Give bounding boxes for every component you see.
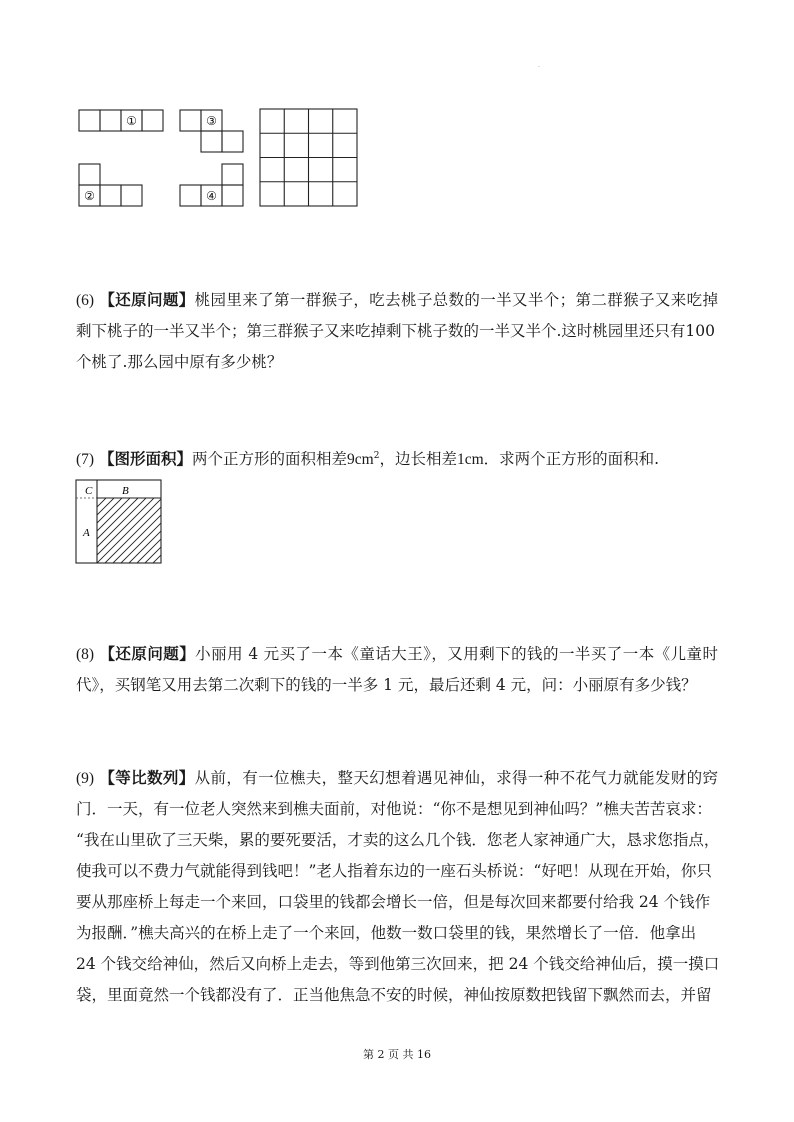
- problem-number: (6): [76, 292, 95, 309]
- piece1-cell: [79, 110, 100, 131]
- page-footer: 第 2 页 共 16: [363, 1048, 431, 1061]
- problem-text-line: 从前，有一位樵夫，整天幻想着遇见神仙，求得一种不花气力就能发财的窍: [194, 769, 718, 787]
- area-value: 9cm: [347, 451, 374, 469]
- marker-2: ②: [84, 189, 95, 203]
- problem-text-line: 要从那座桥上每走一个来回，口袋里的钱都会增长一倍，但是每次回来都要付给我 24 个钱作: [76, 893, 711, 911]
- piece4-cell: [222, 185, 243, 206]
- problem-text-line: 使我可以不费力气就能得到钱吧！”老人指着东边的一座石头桥说：“好吧！从现在开始，你只: [76, 862, 712, 880]
- problem-text-line: 小丽用 4 元买了一本《童话大王》，又用剩下的钱的一半买了一本《儿童时: [195, 645, 718, 663]
- problem-text: 两个正方形的面积相差: [192, 450, 348, 469]
- piece3-cell: [201, 131, 222, 152]
- piece1-cell: [100, 110, 121, 131]
- problem-text-line: 个桃了.那么园中原有多少桃？: [76, 353, 283, 371]
- board-4x4: [260, 109, 357, 206]
- piece3-cell: [222, 131, 243, 152]
- problem-text-line: 为报酬．”樵夫高兴的在桥上走了一个来回，他数一数口袋里的钱，果然增长了一倍．他拿出: [76, 924, 697, 942]
- marker-3: ③: [206, 114, 217, 128]
- problem-tag: 【图形面积】: [99, 449, 193, 469]
- problem-text-line: 桃园里来了第一群猴子，吃去桃子总数的一半又半个；第二群猴子又来吃掉: [194, 291, 718, 309]
- grid-puzzle-figure: [0, 0, 794, 260]
- problem-tag: 【还原问题】: [99, 290, 195, 309]
- square-diagram: [0, 470, 794, 570]
- problem-tag: 【还原问题】: [99, 644, 196, 663]
- piece4-cell: [222, 164, 243, 185]
- piece3-cell: [180, 110, 201, 131]
- piece2-cell: [79, 164, 100, 185]
- piece1-cell: [142, 110, 163, 131]
- piece2-cell: [121, 185, 142, 206]
- problem-8: [76, 638, 718, 701]
- problem-text: ．求两个正方形的面积和.: [483, 450, 660, 469]
- problem-text-line: “我在山里砍了三天柴，累的要死要活，才卖的这么几个钱．您老人家神通广大，恳求您指点，: [76, 831, 720, 849]
- problem-text-line: 剩下桃子的一半又半个；第三群猴子又来吃掉剩下桃子数的一半又半个.这时桃园里还只有100: [76, 322, 716, 340]
- problem-number: (9): [76, 770, 95, 787]
- problem-text-line: 24 个钱交给神仙，然后又向桥上走去，等到他第三次回来，把 24 个钱交给神仙后，摸一摸口: [76, 955, 720, 973]
- problem-9: [76, 762, 718, 1011]
- label-c: C: [85, 485, 93, 497]
- problem-text: ，边长相差: [379, 450, 457, 469]
- problem-6: [76, 284, 718, 378]
- label-a: A: [83, 527, 90, 539]
- problem-number: (8): [76, 646, 95, 663]
- problem-text-line: 门．一天，有一位老人突然来到樵夫面前，对他说：“你不是想见到神仙吗？”樵夫苦苦哀求：: [76, 800, 712, 818]
- label-b: B: [122, 485, 129, 497]
- problem-text-line: 袋，里面竟然一个钱都没有了．正当他焦急不安的时候，神仙按原数把钱留下飘然而去，并留: [76, 986, 712, 1004]
- stray-dot: ·: [538, 64, 540, 71]
- hatched-region: [97, 498, 218, 563]
- length-value: 1cm: [456, 451, 484, 469]
- marker-4: ④: [206, 189, 217, 203]
- problem-text-line: 代》，买钢笔又用去第二次剩下的钱的一半多 1 元，最后还剩 4 元，问：小丽原有多少钱？: [76, 676, 697, 694]
- marker-1: ①: [126, 114, 137, 128]
- area-exponent: 2: [373, 451, 380, 461]
- problem-tag: 【等比数列】: [99, 768, 195, 787]
- problem-number: (7): [76, 451, 95, 469]
- piece4-cell: [180, 185, 201, 206]
- piece2-cell: [100, 185, 121, 206]
